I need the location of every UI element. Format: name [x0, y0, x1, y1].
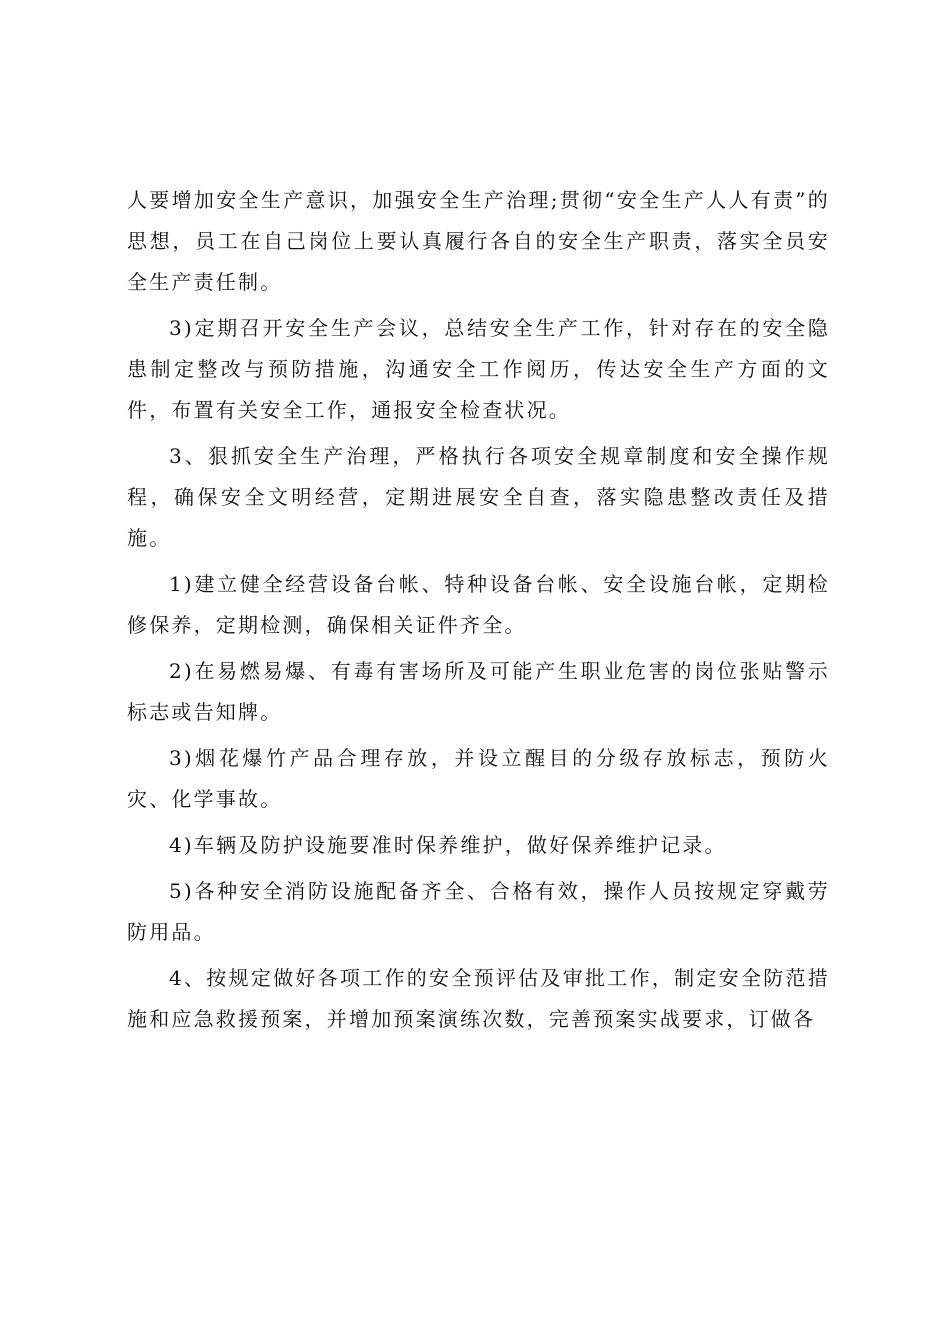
document-body: [127, 180, 830, 1045]
paragraph-6: 3)烟花爆竹产品合理存放，并设立醒目的分级存放标志，预防火灾、化学事故。: [127, 746, 830, 811]
paragraph-1: 人要增加安全生产意识，加强安全生产治理;贯彻“安全生产人人有责”的思想，员工在自己岗位上要认真履行各自的安全生产职责，落实全员安全生产责任制。: [127, 188, 830, 294]
paragraph-3: 3、狠抓安全生产治理，严格执行各项安全规章制度和安全操作规程，确保安全文明经营，定期进展安全自查，落实隐患整改责任及措施。: [127, 444, 830, 550]
paragraph-2: 3)定期召开安全生产会议，总结安全生产工作，针对存在的安全隐患制定整改与预防措施，沟通安全工作阅历，传达安全生产方面的文件，布置有关安全工作，通报安全检查状况。: [127, 316, 830, 422]
paragraph-4: 1)建立健全经营设备台帐、特种设备台帐、安全设施台帐，定期检修保养，定期检测，确保相关证件齐全。: [127, 572, 830, 637]
paragraph-5: 2)在易燃易爆、有毒有害场所及可能产生职业危害的岗位张贴警示标志或告知牌。: [127, 659, 830, 724]
paragraph-9: 4、按规定做好各项工作的安全预评估及审批工作，制定安全防范措施和应急救援预案，并增加预案演练次数，完善预案实战要求，订做各: [127, 966, 830, 1031]
paragraph-7: 4)车辆及防护设施要准时保养维护，做好保养维护记录。: [169, 833, 727, 857]
paragraph-8: 5)各种安全消防设施配备齐全、合格有效，操作人员按规定穿戴劳防用品。: [127, 879, 830, 944]
